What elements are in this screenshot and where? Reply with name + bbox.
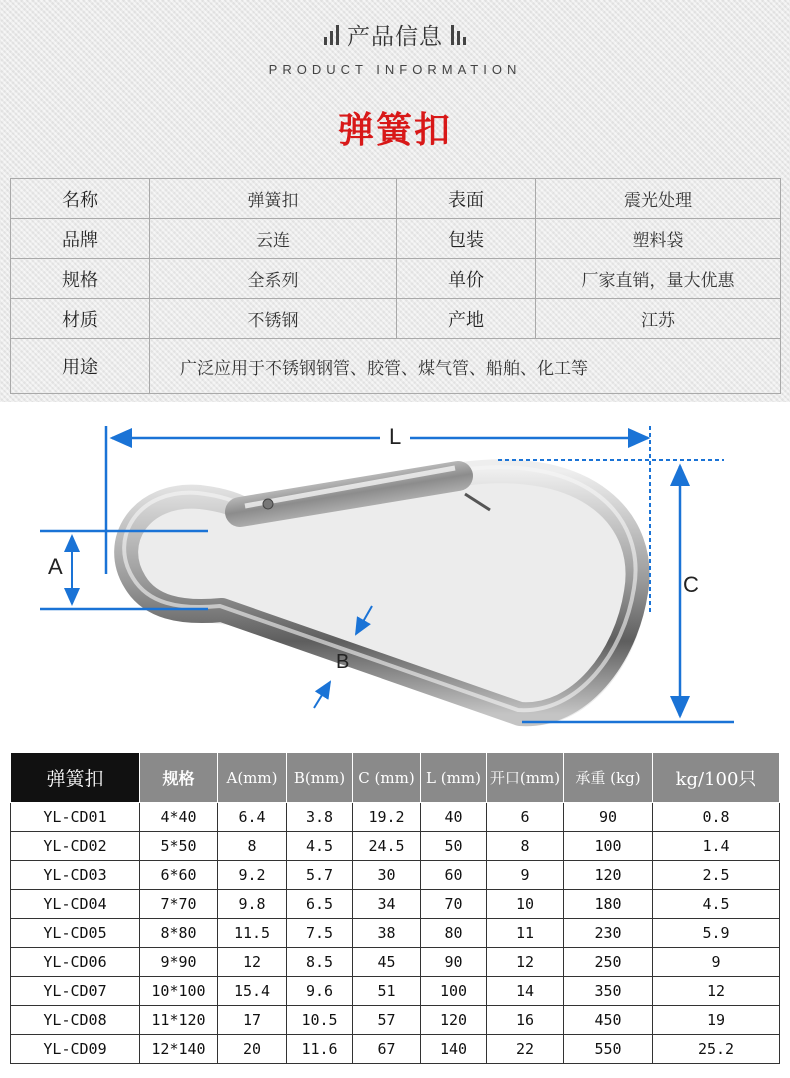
spec-cell: 4*40 xyxy=(140,803,218,832)
spec-cell: 70 xyxy=(421,890,487,919)
spec-cell: 4.5 xyxy=(287,832,353,861)
spec-table xyxy=(10,752,780,1064)
diagram-svg xyxy=(0,402,790,750)
spec-cell: 5*50 xyxy=(140,832,218,861)
spec-cell: 350 xyxy=(564,977,653,1006)
spec-cell: 180 xyxy=(564,890,653,919)
spec-cell: 12*140 xyxy=(140,1035,218,1064)
spec-model-cell: YL-CD05 xyxy=(11,919,140,948)
spec-cell: 25.2 xyxy=(653,1035,780,1064)
info-row xyxy=(11,299,781,339)
spec-cell: 19 xyxy=(653,1006,780,1035)
spec-header-cell: 规格 xyxy=(140,753,218,803)
spec-header-cell: B(mm) xyxy=(287,753,353,803)
info-value: 不锈钢 xyxy=(150,299,397,339)
spec-cell: 120 xyxy=(421,1006,487,1035)
spec-model-cell: YL-CD02 xyxy=(11,832,140,861)
spec-cell: 6 xyxy=(487,803,564,832)
spec-cell: 40 xyxy=(421,803,487,832)
spec-cell: 24.5 xyxy=(353,832,421,861)
info-row-use xyxy=(11,339,781,394)
info-value: 震光处理 xyxy=(536,179,781,219)
spec-row xyxy=(11,1006,780,1035)
spec-row xyxy=(11,1035,780,1064)
spec-cell: 550 xyxy=(564,1035,653,1064)
info-key: 单价 xyxy=(397,259,536,299)
spec-header-cell: 承重 (kg) xyxy=(564,753,653,803)
info-key: 名称 xyxy=(11,179,150,219)
spec-header-cell: 弹簧扣 xyxy=(11,753,140,803)
spec-cell: 140 xyxy=(421,1035,487,1064)
bars-right-icon xyxy=(451,23,466,45)
spec-row xyxy=(11,890,780,919)
spec-cell: 12 xyxy=(653,977,780,1006)
product-info-section xyxy=(0,0,790,402)
spec-cell: 6*60 xyxy=(140,861,218,890)
spec-cell: 6.4 xyxy=(218,803,287,832)
spec-cell: 450 xyxy=(564,1006,653,1035)
spec-cell: 120 xyxy=(564,861,653,890)
spec-row xyxy=(11,832,780,861)
spec-cell: 67 xyxy=(353,1035,421,1064)
spec-cell: 80 xyxy=(421,919,487,948)
info-row xyxy=(11,219,781,259)
spec-cell: 9.8 xyxy=(218,890,287,919)
info-value-use: 广泛应用于不锈钢钢管、胶管、煤气管、船舶、化工等 xyxy=(150,339,781,394)
spec-model-cell: YL-CD09 xyxy=(11,1035,140,1064)
spec-cell: 8 xyxy=(218,832,287,861)
spec-header-cell: 开口(mm) xyxy=(487,753,564,803)
info-key: 品牌 xyxy=(11,219,150,259)
info-value: 塑料袋 xyxy=(536,219,781,259)
spec-cell: 0.8 xyxy=(653,803,780,832)
spec-cell: 50 xyxy=(421,832,487,861)
spec-cell: 3.8 xyxy=(287,803,353,832)
spec-row xyxy=(11,919,780,948)
info-table xyxy=(10,178,781,394)
spec-cell: 8.5 xyxy=(287,948,353,977)
info-key-use: 用途 xyxy=(11,339,150,394)
spec-cell: 2.5 xyxy=(653,861,780,890)
spec-table-header xyxy=(11,753,780,803)
product-title: 弹簧扣 xyxy=(337,110,452,151)
dimension-B-label: B xyxy=(336,651,350,673)
spec-cell: 12 xyxy=(487,948,564,977)
spec-cell: 9*90 xyxy=(140,948,218,977)
spec-cell: 17 xyxy=(218,1006,287,1035)
spec-cell: 7*70 xyxy=(140,890,218,919)
info-key: 产地 xyxy=(397,299,536,339)
section-subtitle: PRODUCT INFORMATION xyxy=(268,62,522,77)
spec-cell: 12 xyxy=(218,948,287,977)
spec-cell: 100 xyxy=(421,977,487,1006)
info-value: 厂家直销，量大优惠 xyxy=(536,259,781,299)
spec-cell: 5.7 xyxy=(287,861,353,890)
spec-cell: 15.4 xyxy=(218,977,287,1006)
spec-cell: 8*80 xyxy=(140,919,218,948)
spec-row xyxy=(11,803,780,832)
spec-cell: 10*100 xyxy=(140,977,218,1006)
spec-cell: 16 xyxy=(487,1006,564,1035)
spec-cell: 30 xyxy=(353,861,421,890)
spec-model-cell: YL-CD01 xyxy=(11,803,140,832)
spec-cell: 5.9 xyxy=(653,919,780,948)
spec-cell: 9.2 xyxy=(218,861,287,890)
info-value: 云连 xyxy=(150,219,397,259)
spec-model-cell: YL-CD04 xyxy=(11,890,140,919)
spec-cell: 19.2 xyxy=(353,803,421,832)
spec-cell: 11.6 xyxy=(287,1035,353,1064)
spec-cell: 7.5 xyxy=(287,919,353,948)
spec-header-cell: kg/100只 xyxy=(653,753,780,803)
spec-model-cell: YL-CD03 xyxy=(11,861,140,890)
dimension-A-label: A xyxy=(48,554,63,579)
spec-cell: 11*120 xyxy=(140,1006,218,1035)
spec-header-cell: L (mm) xyxy=(421,753,487,803)
spec-row xyxy=(11,948,780,977)
spec-cell: 250 xyxy=(564,948,653,977)
spec-cell: 230 xyxy=(564,919,653,948)
dimension-B-arrow-bottom xyxy=(314,682,330,708)
spec-cell: 9 xyxy=(653,948,780,977)
info-key: 材质 xyxy=(11,299,150,339)
spec-cell: 57 xyxy=(353,1006,421,1035)
spec-cell: 14 xyxy=(487,977,564,1006)
spec-model-cell: YL-CD08 xyxy=(11,1006,140,1035)
spec-header-cell: C (mm) xyxy=(353,753,421,803)
spec-cell: 1.4 xyxy=(653,832,780,861)
spec-row xyxy=(11,977,780,1006)
section-header xyxy=(0,16,790,52)
spec-header-cell: A(mm) xyxy=(218,753,287,803)
spec-cell: 90 xyxy=(421,948,487,977)
bars-left-icon xyxy=(324,23,339,45)
spec-cell: 10.5 xyxy=(287,1006,353,1035)
info-row xyxy=(11,179,781,219)
spec-model-cell: YL-CD07 xyxy=(11,977,140,1006)
spec-cell: 6.5 xyxy=(287,890,353,919)
spec-row xyxy=(11,861,780,890)
spec-cell: 10 xyxy=(487,890,564,919)
spec-cell: 90 xyxy=(564,803,653,832)
spec-cell: 4.5 xyxy=(653,890,780,919)
dimension-L-label: L xyxy=(389,424,402,449)
info-key: 包装 xyxy=(397,219,536,259)
spec-cell: 11.5 xyxy=(218,919,287,948)
spec-cell: 11 xyxy=(487,919,564,948)
carabiner-diagram xyxy=(0,402,790,750)
spec-cell: 100 xyxy=(564,832,653,861)
dimension-C-label: C xyxy=(683,572,699,597)
info-value: 全系列 xyxy=(150,259,397,299)
gate-pin xyxy=(263,499,273,509)
spec-cell: 34 xyxy=(353,890,421,919)
spec-cell: 9 xyxy=(487,861,564,890)
section-title: 产品信息 xyxy=(347,23,443,50)
info-value: 江苏 xyxy=(536,299,781,339)
spec-model-cell: YL-CD06 xyxy=(11,948,140,977)
spec-cell: 9.6 xyxy=(287,977,353,1006)
spec-cell: 45 xyxy=(353,948,421,977)
info-value: 弹簧扣 xyxy=(150,179,397,219)
spec-cell: 20 xyxy=(218,1035,287,1064)
info-key: 规格 xyxy=(11,259,150,299)
spec-cell: 38 xyxy=(353,919,421,948)
spec-cell: 8 xyxy=(487,832,564,861)
info-key: 表面 xyxy=(397,179,536,219)
info-row xyxy=(11,259,781,299)
spec-cell: 22 xyxy=(487,1035,564,1064)
spec-cell: 51 xyxy=(353,977,421,1006)
spec-cell: 60 xyxy=(421,861,487,890)
